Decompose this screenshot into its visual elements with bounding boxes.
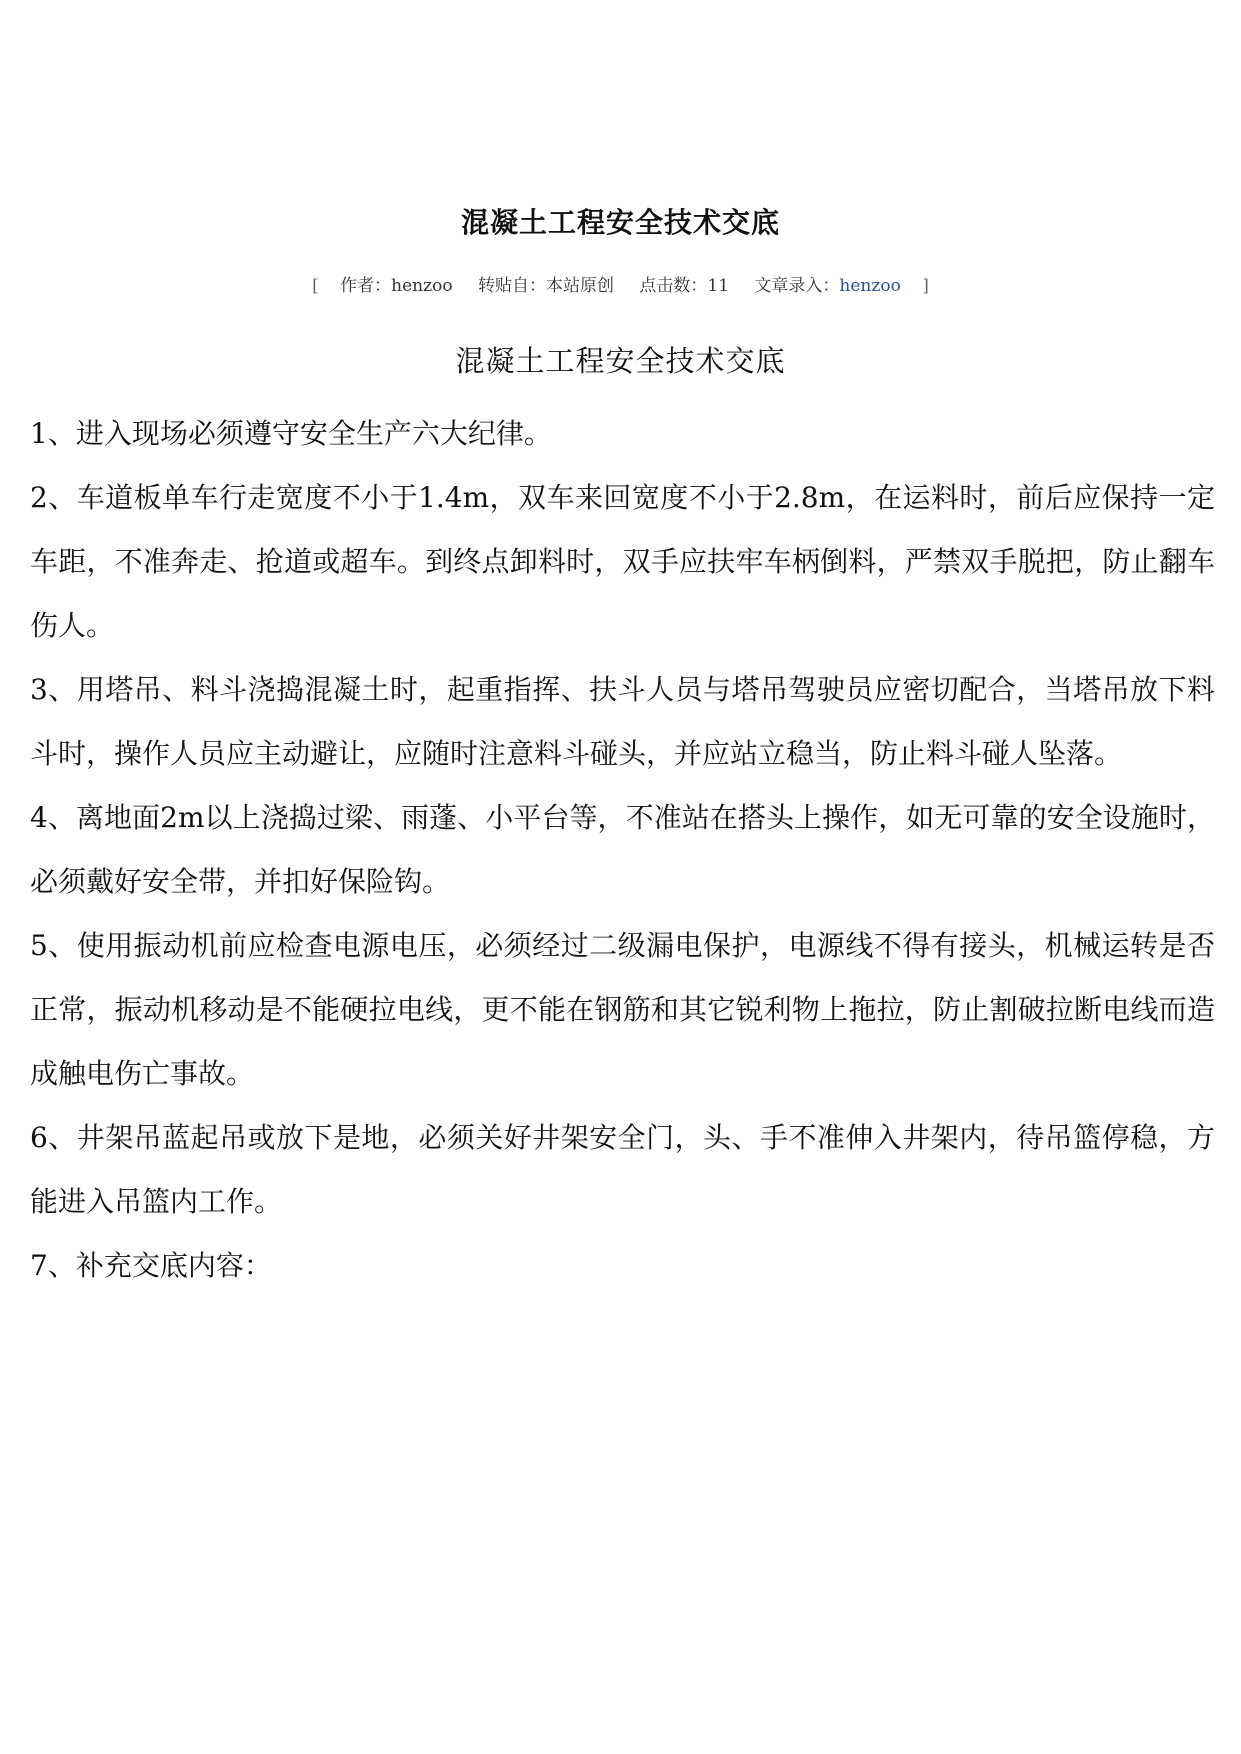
meta-author-label: 作者： (340, 276, 392, 296)
list-item-5: 5、使用振动机前应检查电源电压，必须经过二级漏电保护，电源线不得有接头，机械运转是否正常，振动机移动是不能硬拉电线，更不能在钢筋和其它锐利物上拖拉，防止割破拉断电线而造成触电伤亡事故。 (30, 929, 1215, 1090)
meta-source-label: 转贴自： (477, 276, 546, 296)
meta-editor-link[interactable]: henzoo (839, 276, 901, 296)
list-item-6: 6、井架吊蓝起吊或放下是地，必须关好井架安全门，头、手不准伸入井架内，待吊篮停稳，方能进入吊篮内工作。 (30, 1121, 1215, 1218)
meta-editor (754, 276, 900, 296)
list-item-2: 2、车道板单车行走宽度不小于1.4m，双车来回宽度不小于2.8m，在运料时，前后应保持一定车距，不准奔走、抢道或超车。到终点卸料时，双手应扶牢车柄倒料，严禁双手脱把，防止翻车伤人。 (30, 481, 1215, 642)
meta-clicks-value: 11 (707, 276, 730, 296)
article-body (30, 402, 1215, 1298)
list-item-3: 3、用塔吊、料斗浇捣混凝土时，起重指挥、扶斗人员与塔吊驾驶员应密切配合，当塔吊放下料斗时，操作人员应主动避让，应随时注意料斗碰头，并应站立稳当，防止料斗碰人坠落。 (30, 673, 1215, 770)
meta-clicks-label: 点击数： (639, 276, 708, 296)
meta-author-value: henzoo (391, 276, 453, 296)
meta-clicks (639, 276, 729, 296)
list-item-1: 1、进入现场必须遵守安全生产六大纪律。 (30, 417, 552, 450)
meta-open-bracket: [ (312, 276, 319, 296)
meta-close-bracket: ] (922, 276, 929, 296)
list-item-4: 4、离地面2m以上浇捣过梁、雨蓬、小平台等，不准站在搭头上操作，如无可靠的安全设施时，必须戴好安全带，并扣好保险钩。 (30, 801, 1215, 898)
list-item-7: 7、补充交底内容： (30, 1249, 272, 1282)
article-meta (0, 272, 1241, 300)
section-heading: 混凝土工程安全技术交底 (455, 344, 786, 378)
meta-source (478, 276, 614, 296)
meta-source-value: 本站原创 (545, 276, 614, 296)
meta-editor-label: 文章录入： (754, 276, 840, 296)
meta-author (340, 276, 452, 296)
page-title: 混凝土工程安全技术交底 (460, 206, 780, 239)
